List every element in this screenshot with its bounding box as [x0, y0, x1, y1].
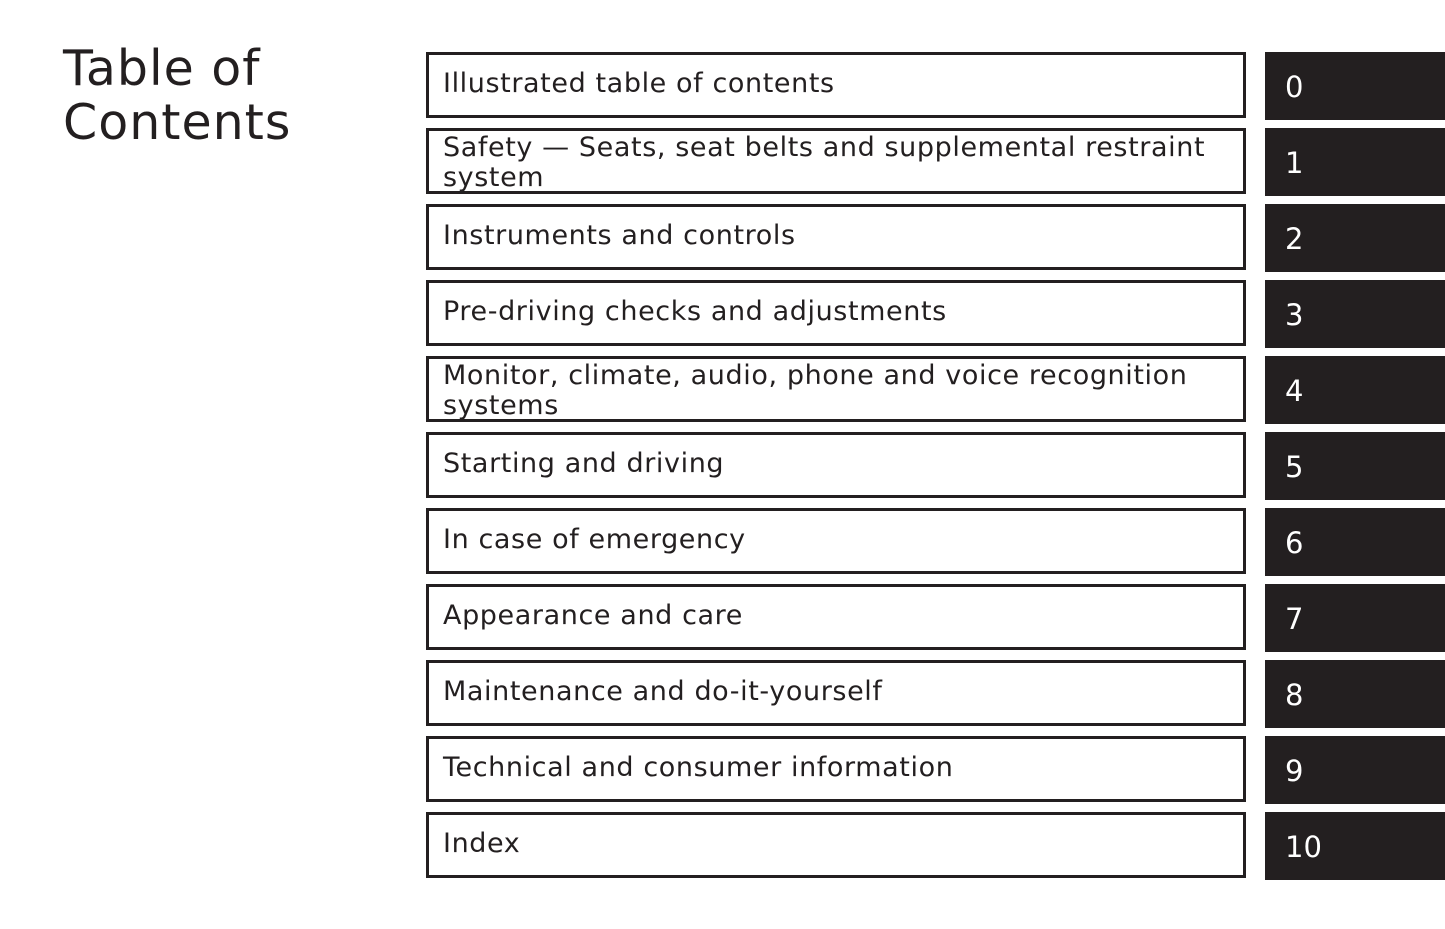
- toc-section-number[interactable]: 8: [1285, 678, 1304, 712]
- toc-section-number[interactable]: 10: [1285, 830, 1322, 864]
- toc-entry-box[interactable]: [426, 356, 1246, 422]
- toc-entry-label[interactable]: Index: [443, 828, 521, 859]
- toc-section-tab[interactable]: [1265, 508, 1445, 576]
- toc-entry-label-line-1[interactable]: Safety — Seats, seat belts and supplemental restraint: [443, 132, 1206, 163]
- toc-entry-label[interactable]: [443, 361, 1223, 421]
- toc-entry-index[interactable]: [426, 812, 1445, 878]
- toc-list: [426, 52, 1445, 888]
- page-title-line-2: Contents: [63, 94, 292, 151]
- toc-entry-label[interactable]: Appearance and care: [443, 600, 743, 631]
- toc-section-tab[interactable]: [1265, 812, 1445, 880]
- toc-entry-box[interactable]: [426, 660, 1246, 726]
- toc-entry-label-line-2[interactable]: system: [443, 162, 545, 193]
- toc-section-tab[interactable]: [1265, 52, 1445, 120]
- toc-entry-technical-info[interactable]: [426, 736, 1445, 802]
- toc-section-tab[interactable]: [1265, 128, 1445, 196]
- toc-entry-emergency[interactable]: [426, 508, 1445, 574]
- toc-entry-label-line-1[interactable]: Monitor, climate, audio, phone and voice recognition: [443, 360, 1188, 391]
- toc-entry-pre-driving[interactable]: [426, 280, 1445, 346]
- toc-entry-safety[interactable]: [426, 128, 1445, 194]
- toc-entry-monitor-systems[interactable]: [426, 356, 1445, 422]
- toc-section-tab[interactable]: [1265, 432, 1445, 500]
- toc-entry-label[interactable]: Illustrated table of contents: [443, 68, 835, 99]
- toc-entry-label[interactable]: Pre-driving checks and adjustments: [443, 296, 947, 327]
- toc-entry-label[interactable]: [443, 133, 1223, 193]
- toc-section-tab[interactable]: [1265, 280, 1445, 348]
- toc-entry-box[interactable]: [426, 736, 1246, 802]
- toc-entry-label[interactable]: Instruments and controls: [443, 220, 796, 251]
- toc-entry-label[interactable]: Maintenance and do-it-yourself: [443, 676, 883, 707]
- toc-entry-box[interactable]: [426, 280, 1246, 346]
- toc-entry-box[interactable]: [426, 508, 1246, 574]
- toc-section-number[interactable]: 9: [1285, 754, 1304, 788]
- toc-entry-instruments[interactable]: [426, 204, 1445, 270]
- toc-entry-maintenance[interactable]: [426, 660, 1445, 726]
- toc-entry-label[interactable]: In case of emergency: [443, 524, 746, 555]
- toc-entry-illustrated-contents[interactable]: [426, 52, 1445, 118]
- toc-section-tab[interactable]: [1265, 736, 1445, 804]
- toc-section-number[interactable]: 7: [1285, 602, 1304, 636]
- toc-section-number[interactable]: 3: [1285, 298, 1304, 332]
- page-title: [63, 42, 383, 150]
- toc-section-tab[interactable]: [1265, 356, 1445, 424]
- toc-section-number[interactable]: 2: [1285, 222, 1304, 256]
- toc-entry-appearance-care[interactable]: [426, 584, 1445, 650]
- toc-section-number[interactable]: 6: [1285, 526, 1304, 560]
- toc-section-number[interactable]: 0: [1285, 70, 1304, 104]
- toc-entry-label-line-2[interactable]: systems: [443, 390, 559, 421]
- toc-entry-starting-driving[interactable]: [426, 432, 1445, 498]
- toc-section-number[interactable]: 4: [1285, 374, 1304, 408]
- toc-entry-label[interactable]: Starting and driving: [443, 448, 725, 479]
- toc-entry-box[interactable]: [426, 128, 1246, 194]
- toc-section-number[interactable]: 1: [1285, 146, 1304, 180]
- toc-section-tab[interactable]: [1265, 584, 1445, 652]
- toc-section-tab[interactable]: [1265, 660, 1445, 728]
- toc-entry-box[interactable]: [426, 584, 1246, 650]
- toc-section-tab[interactable]: [1265, 204, 1445, 272]
- toc-section-number[interactable]: 5: [1285, 450, 1304, 484]
- toc-entry-box[interactable]: [426, 52, 1246, 118]
- toc-entry-box[interactable]: [426, 432, 1246, 498]
- toc-entry-box[interactable]: [426, 812, 1246, 878]
- toc-entry-label[interactable]: Technical and consumer information: [443, 752, 954, 783]
- toc-entry-box[interactable]: [426, 204, 1246, 270]
- page-title-line-1: Table of: [63, 40, 261, 97]
